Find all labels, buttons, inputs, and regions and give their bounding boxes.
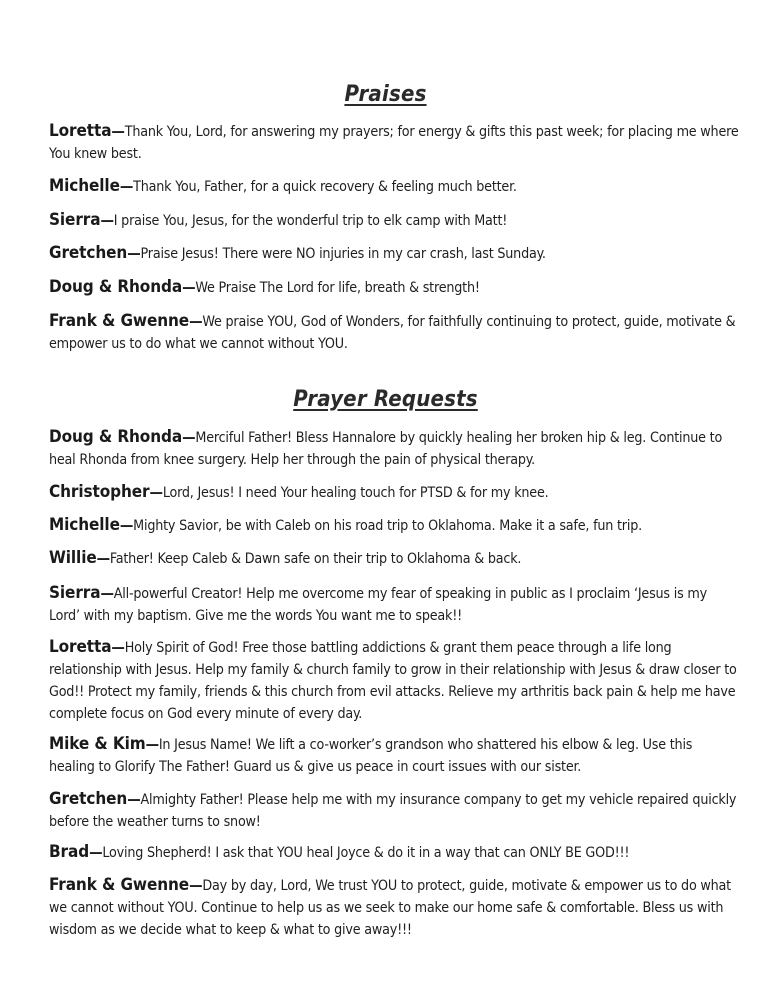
entry-text: I praise You, Jesus, for the wonderful trip to elk camp with Matt! — [113, 213, 508, 229]
em-dash: — — [189, 312, 203, 330]
em-dash: — — [149, 483, 163, 501]
em-dash: — — [100, 584, 114, 602]
entry-name: Christopher — [49, 482, 150, 502]
entry-text: Merciful Father! Bless Hannalore by quickly healing her broken hip & leg. Continue to heal Rhonda from knee surgery. Help her through the pain of physical therapy. — [49, 430, 723, 468]
entry-name: Sierra — [49, 583, 101, 603]
praise-entry — [49, 276, 739, 299]
praise-entry — [49, 175, 739, 198]
entry-text: Almighty Father! Please help me with my insurance company to get my vehicle repaired quickly before the weather turns to snow! — [49, 792, 737, 830]
em-dash: — — [119, 516, 134, 534]
entry-name: Michelle — [49, 176, 120, 196]
em-dash: — — [182, 428, 196, 446]
em-dash: — — [111, 122, 125, 140]
entry-name: Frank & Gwenne — [49, 875, 190, 895]
entry-name: Gretchen — [49, 789, 128, 809]
entry-name: Michelle — [49, 515, 120, 535]
entry-text: Thank You, Lord, for answering my prayers; for energy & gifts this past week; for placing me where You knew best. — [49, 124, 739, 162]
entry-name: Gretchen — [49, 243, 128, 263]
prayer-request-entry — [49, 547, 739, 570]
em-dash: — — [127, 244, 141, 262]
entry-text: Loving Shepherd! I ask that YOU heal Joyce & do it in a way that can ONLY BE GOD!!! — [102, 845, 630, 861]
entry-text: Mighty Savior, be with Caleb on his road trip to Oklahoma. Make it a safe, fun trip. — [133, 518, 642, 534]
entry-name: Frank & Gwenne — [49, 311, 190, 331]
entry-name: Doug & Rhonda — [49, 427, 183, 447]
em-dash: — — [96, 549, 110, 567]
prayer-request-entry — [49, 733, 739, 778]
em-dash: — — [111, 638, 125, 656]
entry-text: We Praise The Lord for life, breath & strength! — [195, 280, 480, 296]
entry-text: Father! Keep Caleb & Dawn safe on their trip to Oklahoma & back. — [109, 551, 522, 567]
em-dash: — — [189, 876, 203, 894]
entry-text: Thank You, Father, for a quick recovery & feeling much better. — [133, 179, 517, 195]
entry-text: In Jesus Name! We lift a co-worker’s grandson who shattered his elbow & leg. Use this healing to Glorify The Father! Guard us & give us peace in court issues with our sister. — [49, 737, 693, 775]
entry-name: Sierra — [49, 210, 101, 230]
entry-name: Doug & Rhonda — [49, 277, 183, 297]
prayer-request-entry — [49, 514, 739, 537]
em-dash: — — [182, 278, 196, 296]
entry-name: Loretta — [49, 121, 112, 141]
prayer-request-entry — [49, 481, 739, 504]
em-dash: — — [89, 843, 103, 861]
em-dash: — — [127, 790, 141, 808]
praise-entry — [49, 242, 739, 265]
prayer-request-entry — [49, 426, 739, 471]
em-dash: — — [100, 211, 114, 229]
em-dash: — — [145, 735, 159, 753]
entry-name: Loretta — [49, 637, 112, 657]
entry-name: Willie — [49, 548, 97, 568]
praise-entry — [49, 120, 739, 165]
entry-text: Lord, Jesus! I need Your healing touch for PTSD & for my knee. — [162, 485, 549, 501]
prayer-request-entry — [49, 788, 739, 833]
prayer-request-entry — [49, 841, 739, 864]
entry-name: Mike & Kim — [49, 734, 146, 754]
em-dash: — — [119, 177, 134, 195]
entry-text: All-powerful Creator! Help me overcome my fear of speaking in public as I proclaim ‘Jesus is my Lord’ with my baptism. Give me the words You want me to speak!! — [49, 586, 707, 624]
prayer-request-entry — [49, 582, 739, 627]
entry-text: We praise YOU, God of Wonders, for faithfully continuing to protect, guide, motivate & empower us to do what we cannot without YOU. — [49, 314, 736, 352]
entry-text: Day by day, Lord, We trust YOU to protect, guide, motivate & empower us to do what we cannot without YOU. Continue to help us as we seek to make our home safe & comfortable. Bless us with wisdom as we decide what to keep & what to give away!!! — [49, 878, 731, 938]
praise-entry — [49, 310, 739, 355]
entry-text: Praise Jesus! There were NO injuries in my car crash, last Sunday. — [140, 246, 546, 262]
prayer-requests-heading: Prayer Requests — [293, 387, 478, 412]
prayer-request-entry — [49, 874, 739, 941]
entry-text: Holy Spirit of God! Free those battling addictions & grant them peace through a life long relationship with Jesus. Help my family & church family to grow in their relationship with Jesus & draw closer to God!! Protect my family, friends & this church from evil attacks. Relieve my arthritis back pain & help me have complete focus on God every minute of every day. — [49, 640, 737, 722]
entry-name: Brad — [49, 842, 90, 862]
praise-entry — [49, 209, 739, 232]
prayer-request-entry — [49, 636, 739, 725]
praises-heading: Praises — [344, 82, 427, 107]
